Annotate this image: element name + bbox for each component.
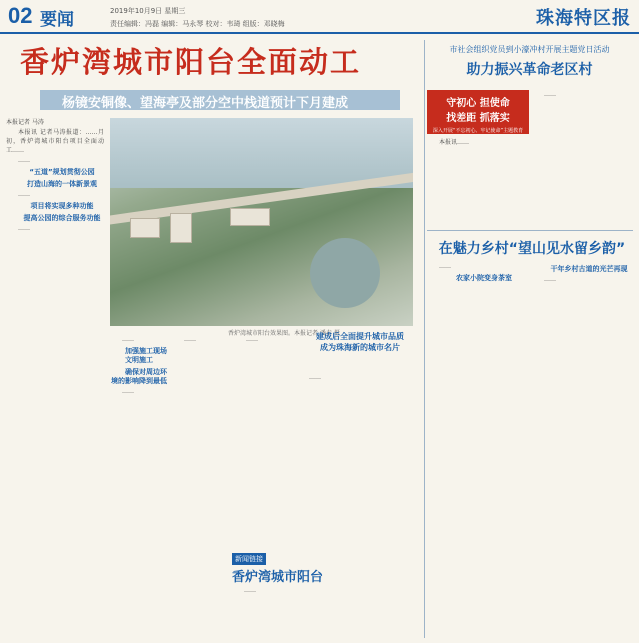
page-credits: 责任编辑：冯磊 编辑：马永琴 校对：韦琦 组版：邓晓梅 [110,20,285,28]
paragraph: …… [439,263,451,270]
article-col-3 [172,335,230,550]
subheading: 项目将实现多种功能 [30,202,94,210]
right-top-col-1 [427,138,527,228]
main-headline: 香炉湾城市阳台全面动工 [20,45,362,79]
photo-caption: 香炉湾城市阳台效果图。本报记者 潘春 摄 [228,330,340,337]
subheading: 提高公园的综合服务功能 [23,214,101,222]
subheading: 干年乡村古道的光芒再现 [550,265,628,273]
lake [310,238,380,308]
right-top-col-2 [532,90,632,228]
building [130,218,160,238]
paragraph: …… [122,388,134,395]
badge-line: 找差距 抓落实 [446,113,510,124]
paragraph: …… [244,587,256,594]
paragraph: …… [544,276,556,283]
page-date: 2019年10月9日 星期三 [110,7,186,15]
news-link-tag: 新闻链接 [232,553,266,565]
paragraph: 本报讯…… [439,139,470,146]
subheading: “五道”规划贯彻公园 [29,168,95,176]
page-number: 02 [8,3,33,28]
right-headline: 助力振兴革命老区村 [466,62,593,78]
paragraph: …… [544,91,556,98]
page-section: 要闻 [40,10,74,30]
paragraph: …… [309,374,321,381]
project-rendering-photo [110,118,413,326]
subheading: 打造山海的一体新景观 [27,180,97,188]
right-mid-col-1 [427,262,527,638]
section-divider [427,230,633,231]
page-header [0,0,639,34]
badge-caption: 深入开展“不忘初心、牢记使命”主题教育 [432,128,524,134]
subheading: 加强施工现场文明施工 [125,347,167,364]
badge-line: 守初心 担使命 [446,98,510,109]
paragraph: …… [122,336,134,343]
building [170,213,192,243]
subhead-box [297,331,423,371]
paragraph: …… [246,336,258,343]
right-top-header [427,44,632,79]
article-col-2 [110,335,168,635]
paragraph: 本报讯 记者马涛报道：……月初，香炉湾城市阳台项目全面动工…… [6,129,104,154]
main-subtitle: 杨镜安铜像、望海亭及部分空中栈道预计下月建成 [62,96,349,111]
newspaper-logo: 珠海特区报 [536,8,631,29]
article-col-1 [6,118,104,638]
subheading: 确保对周边环境的影响降到最低 [111,368,167,385]
subheading: 建成后全面提升城市品质 [316,332,404,341]
right-kicker: 市社会组织党员到小濠冲村开展主题党日活动 [449,45,610,54]
article-col-4 [234,335,294,550]
right-mid-headline: 在魅力乡村“望山见水留乡韵” [438,241,626,257]
paragraph: …… [18,225,30,232]
subheading: 成为珠海新的城市名片 [320,343,400,352]
paragraph: …… [18,157,30,164]
building [230,208,270,226]
paragraph: …… [18,191,30,198]
sea-area [110,118,413,188]
byline: 本报记者 马涛 [6,119,44,126]
article-col-5 [297,373,421,548]
subheading: 农家小院变身茶室 [456,274,512,282]
campaign-badge [427,90,529,134]
news-link-body [232,586,424,638]
news-link-title: 香炉湾城市阳台 [232,570,324,585]
paragraph: …… [184,336,196,343]
column-divider [424,40,425,638]
right-mid-col-2 [532,262,632,638]
